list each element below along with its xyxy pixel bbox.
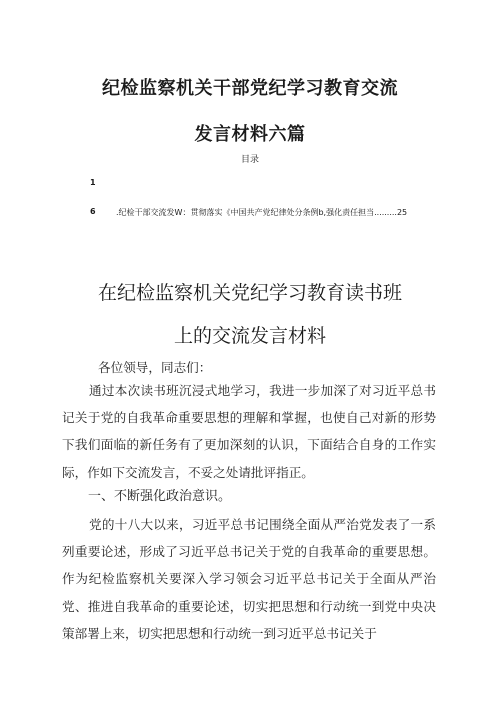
speech-title-line1: 在纪检监察机关党纪学习教育读书班 [97, 282, 402, 304]
document-title-line2: 发言材料六篇 [194, 124, 306, 145]
intro-paragraph [62, 377, 436, 486]
intro-text: 通过本次读书班沉浸式地学习，我进一步加深了对习近平总书记关于党的自我革命重要思想的理解和掌握，也使自己对新的形势下我们面临的新任务有了更加深刻的认识，下面结合自身的工作实际，作如下交流发言，不妥之处请批评指正。 [62, 383, 436, 480]
speech-title-line2: 上的交流发言材料 [173, 325, 326, 347]
toc-page-number: 1 [90, 178, 96, 187]
toc-page-number: 6 [90, 207, 96, 216]
section-text: 党的十八大以来，习近平总书记围绕全面从严治党发表了一系列重要论述，形成了习近平总书记关于党的自我革命的重要思想。作为纪检监察机关要深入学习领会习近平总书记关于全面从严治党、推进自我革命的重要论述，切实把思想和行动统一到党中央决策部署上来，切实把思想和行动统一到习近平总书记关于 [62, 517, 436, 641]
document-title-line1: 纪检监察机关干部党纪学习教育交流 [102, 78, 398, 99]
toc-heading: 目录 [240, 155, 259, 165]
toc-entry-text[interactable]: .纪检干部交流发W：贯彻落实《中国共产党纪律处分条例b,强化责任担当.........25 [116, 208, 408, 217]
section-heading: 一、不断强化政治意识。 [88, 489, 232, 504]
greeting: 各位领导，同志们： [98, 360, 212, 375]
section-paragraph [62, 511, 436, 647]
